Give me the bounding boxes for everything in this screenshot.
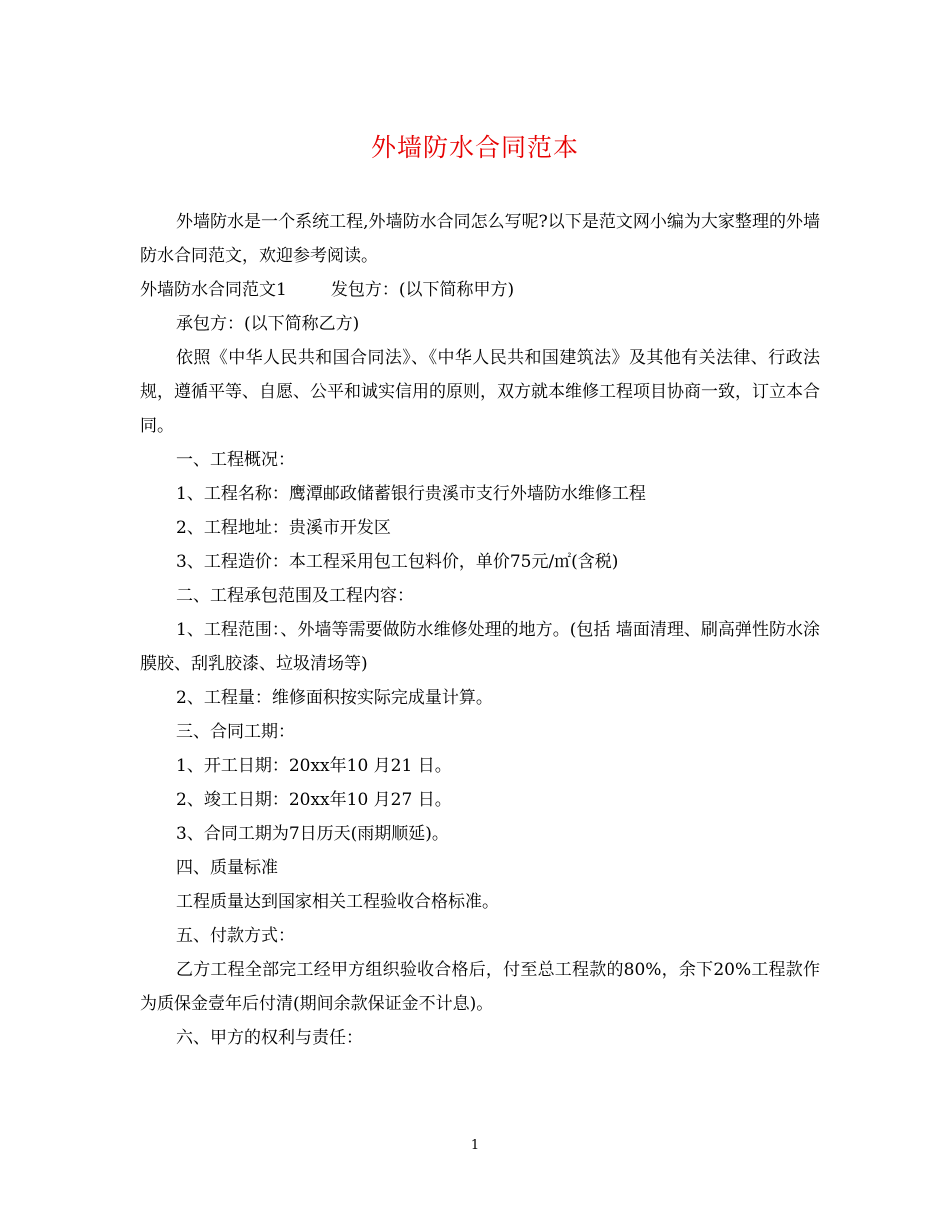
section-3-item-1: 1、开工日期：20xx年10 月21 日。: [176, 756, 452, 776]
section-4-heading: 四、质量标准: [176, 858, 278, 878]
document-body: [140, 205, 820, 1055]
section-3-item-3: 3、合同工期为7日历天(雨期顺延)。: [176, 824, 449, 844]
basis-paragraph: 依照《中华人民共和国合同法》、《中华人民共和国建筑法》及其他有关法律、行政法规，遵循平等、自愿、公平和诚实信用的原则，双方就本维修工程项目协商一致，订立本合同。: [140, 348, 820, 436]
sample-label: 外墙防水合同范文1: [140, 280, 287, 300]
section-6-heading: 六、甲方的权利与责任：: [176, 1028, 363, 1048]
section-2-item-2: 2、工程量：维修面积按实际完成量计算。: [176, 688, 493, 708]
section-4-text: 工程质量达到国家相关工程验收合格标准。: [176, 892, 499, 912]
section-3-heading: 三、合同工期：: [176, 722, 295, 742]
section-1-item-2: 2、工程地址：贵溪市开发区: [176, 518, 391, 538]
page-number: 1: [470, 1138, 480, 1153]
section-2-heading: 二、工程承包范围及工程内容：: [176, 586, 414, 606]
section-1-item-3: 3、工程造价：本工程采用包工包料价，单价75元/㎡(含税): [176, 552, 619, 572]
section-5-text: 乙方工程全部完工经甲方组织验收合格后，付至总工程款的80%，余下20%工程款作为质保金壹年后付清(期间余款保证金不计息)。: [140, 960, 820, 1014]
section-5-heading: 五、付款方式：: [176, 926, 295, 946]
party-a-line: 发包方：(以下简称甲方): [330, 280, 515, 300]
section-2-item-1: 1、工程范围：、外墙等需要做防水维修处理的地方。(包括 墙面清理、刷高弹性防水涂膜胶、刮乳胶漆、垃圾清场等): [140, 620, 820, 674]
document-title: 外墙防水合同范本: [370, 133, 579, 162]
section-1-heading: 一、工程概况：: [176, 450, 295, 470]
section-3-item-2: 2、竣工日期：20xx年10 月27 日。: [176, 790, 452, 810]
intro-paragraph: 外墙防水是一个系统工程,外墙防水合同怎么写呢?以下是范文网小编为大家整理的外墙防水合同范文，欢迎参考阅读。: [140, 212, 820, 266]
party-b-line: 承包方：(以下简称乙方): [176, 314, 360, 334]
section-1-item-1: 1、工程名称：鹰潭邮政储蓄银行贵溪市支行外墙防水维修工程: [176, 484, 646, 504]
sample-heading-line: [140, 273, 820, 307]
